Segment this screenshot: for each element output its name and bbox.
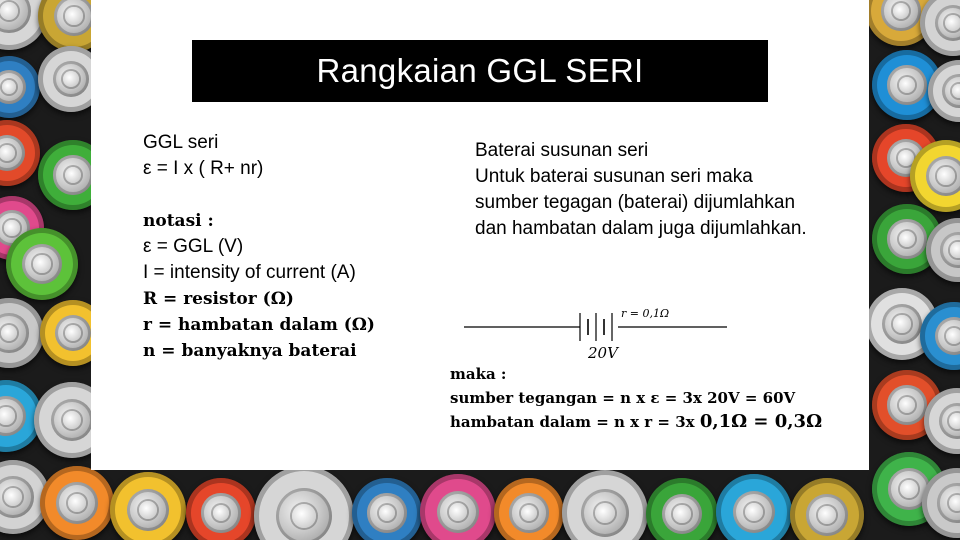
- battery-top-image: [0, 56, 40, 118]
- notation-item: n = banyaknya baterai: [143, 341, 357, 361]
- battery-top-image: [920, 0, 960, 56]
- battery-top-image: [110, 472, 186, 540]
- series-circuit-diagram: [461, 300, 741, 365]
- internal-resistance-label: r = 0,1Ω: [621, 307, 670, 320]
- battery-top-image: [0, 120, 40, 186]
- ggl-seri-notes: [143, 130, 463, 364]
- battery-top-image: [494, 478, 564, 540]
- total-resistance-line: [450, 410, 850, 434]
- notation-item: r = hambatan dalam (Ω): [143, 315, 375, 335]
- emf-label: 20V: [588, 344, 618, 362]
- maka-label: maka :: [450, 365, 507, 383]
- ggl-seri-formula: ε = I x ( R+ nr): [143, 158, 264, 179]
- result-calculation: [450, 362, 850, 434]
- battery-top-image: [646, 478, 718, 540]
- notation-item: ε = GGL (V): [143, 236, 244, 257]
- ggl-seri-heading: GGL seri: [143, 132, 219, 153]
- battery-top-image: [40, 466, 114, 540]
- battery-top-image: [186, 478, 256, 540]
- series-battery-description: Untuk baterai susunan seri maka sumber tegagan (baterai) dijumlahkan dan hambatan dalam juga dijumlahkan.: [475, 166, 807, 239]
- notation-item: R = resistor (Ω): [143, 289, 294, 309]
- slide-title: Rangkaian GGL SERI: [316, 52, 644, 89]
- series-battery-explanation: [475, 138, 815, 242]
- series-battery-heading: Baterai susunan seri: [475, 140, 649, 161]
- slide-card: [91, 0, 869, 470]
- battery-top-image: [6, 228, 78, 300]
- battery-top-image: [562, 470, 648, 540]
- battery-top-image: [254, 466, 354, 540]
- slide-title-bar: [192, 40, 768, 102]
- total-resistance-value: 0,1Ω = 0,3Ω: [699, 411, 823, 432]
- notation-item: I = intensity of current (A): [143, 262, 356, 283]
- battery-top-image: [420, 474, 496, 540]
- battery-top-image: [790, 478, 864, 540]
- total-resistance-prefix: hambatan dalam = n x r = 3x: [450, 413, 700, 431]
- battery-top-image: [0, 298, 44, 368]
- spacer: [143, 182, 463, 208]
- battery-top-image: [352, 478, 422, 540]
- battery-top-image: [716, 474, 792, 540]
- total-emf-line: sumber tegangan = n x ε = 3x 20V = 60V: [450, 389, 796, 407]
- notasi-heading: notasi :: [143, 211, 214, 231]
